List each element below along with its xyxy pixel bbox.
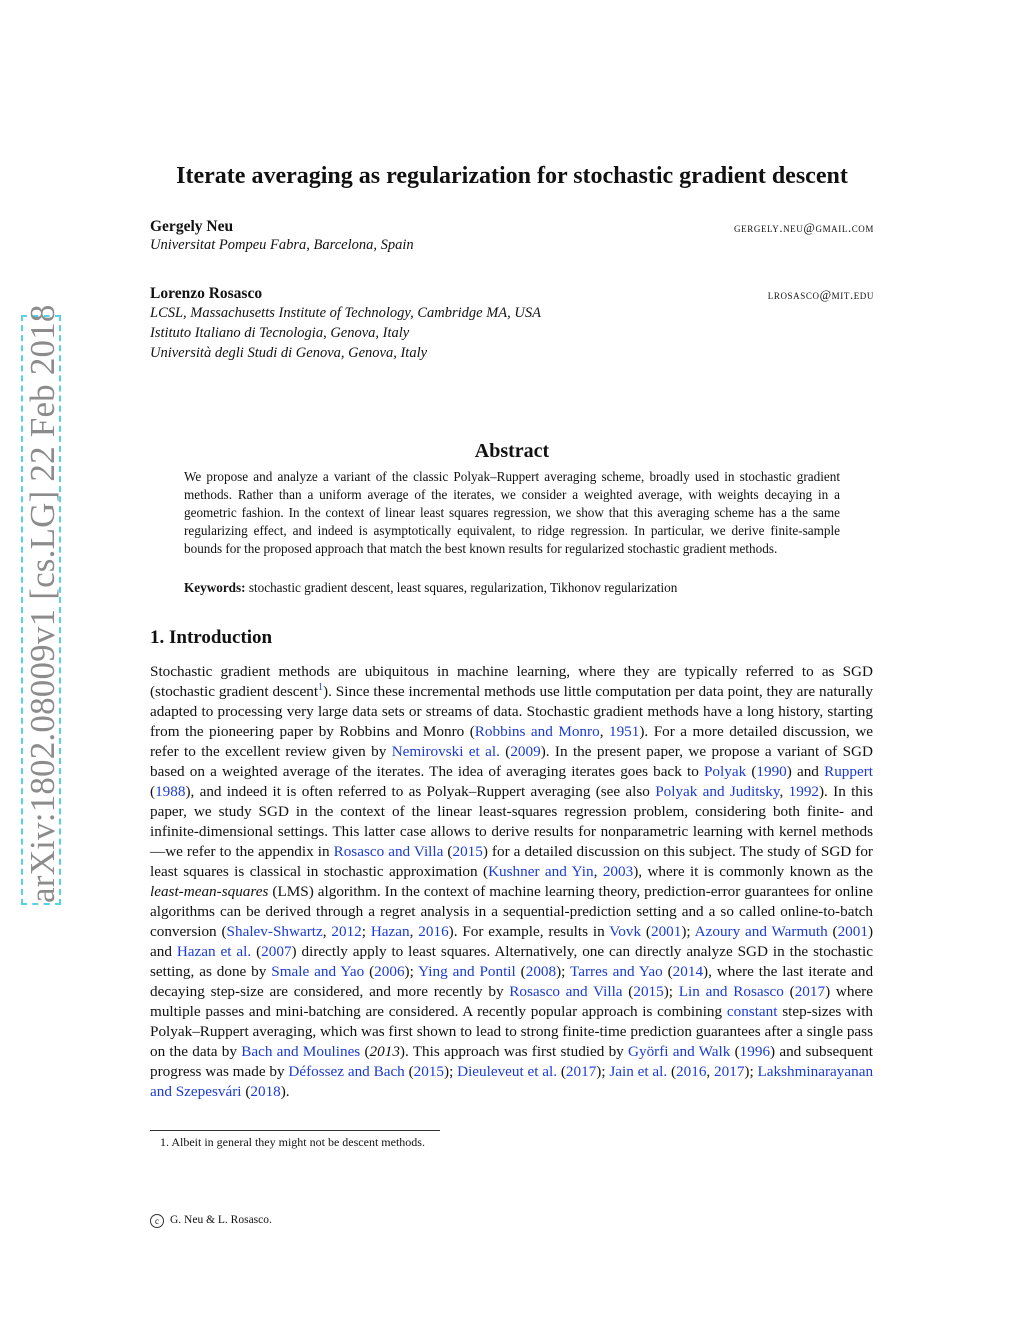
text-run: ). In the present paper, we propose a variant of SGD based on a weighted average of the iterates. The idea of averaging iterates goes back to	[150, 743, 873, 780]
emphasis-text: 2013	[369, 1043, 400, 1060]
keywords-line	[184, 579, 840, 597]
text-run: ,	[593, 863, 603, 880]
text-run: (	[364, 963, 375, 980]
copyright-icon: c	[150, 1214, 164, 1228]
citation-link[interactable]: Azoury and Warmuth	[694, 923, 828, 940]
citation-year-link[interactable]: 2007	[261, 943, 292, 960]
citation-link[interactable]: Rosasco and Villa	[509, 983, 623, 1000]
text-run: (	[641, 923, 651, 940]
text-run: (	[360, 1043, 370, 1060]
citation-year-link[interactable]: 2015	[452, 843, 483, 860]
text-run: (LMS) algorithm. In the context of machine learning theory, prediction-error guarantees for online algorithms can be derived through a regret analysis in a sequential-prediction setting and a so called online-to-batch conversion (	[150, 883, 873, 940]
citation-year-link[interactable]: 2001	[650, 923, 682, 940]
arxiv-identifier-stamp: arXiv:1802.08009v1 [cs.LG] 22 Feb 2018	[23, 304, 62, 903]
citation-year-link[interactable]: 2016	[418, 923, 449, 940]
author-name-1: Gergely Neu	[150, 218, 234, 235]
keywords-label: Keywords:	[184, 580, 246, 595]
copyright-line	[150, 1214, 272, 1228]
author-affiliation-1: Universitat Pompeu Fabra, Barcelona, Spain	[150, 237, 414, 253]
author-affiliation-2a: LCSL, Massachusetts Institute of Technology, Cambridge MA, USA	[150, 305, 541, 321]
text-run: ). This approach was first studied by	[399, 1043, 629, 1060]
text-run: );	[744, 1063, 758, 1080]
text-run: ) where multiple passes and mini-batching are considered. A recently popular approach is combining	[150, 983, 873, 1020]
citation-year-link[interactable]: Lakshminarayanan and Szepesvári	[150, 1063, 874, 1100]
text-run: (	[557, 1063, 566, 1080]
text-run: (	[150, 783, 156, 800]
text-run: (	[827, 923, 838, 940]
citation-year-link[interactable]: 2006	[374, 963, 405, 980]
text-run: (	[662, 963, 673, 980]
text-run: ,	[322, 923, 332, 940]
citation-year-link[interactable]: 2009	[510, 743, 541, 760]
text-run: Stochastic gradient methods are ubiquitous in machine learning, where they are typically referred to as SGD (stochastic gradient descent	[150, 663, 873, 700]
text-run: (	[730, 1043, 740, 1060]
text-run: ) for a detailed discussion on this subject. The study of SGD for least squares is classical in stochastic approximation (	[150, 843, 873, 880]
text-run: ,	[599, 723, 609, 740]
author-affiliation-2b: Istituto Italiano di Tecnologia, Genova, Italy	[150, 325, 410, 341]
citation-year-link[interactable]: 2015	[633, 983, 664, 1000]
citation-year-link[interactable]: 2003	[602, 863, 634, 880]
text-run: ), and indeed it is often referred to as Polyak–Ruppert averaging (see also	[185, 783, 656, 800]
citation-year-link[interactable]: 2018	[250, 1083, 281, 1100]
citation-link[interactable]: Défossez and Bach	[288, 1063, 405, 1080]
citation-link[interactable]: Shalev-Shwartz	[226, 923, 323, 940]
paper-title: Iterate averaging as regularization for stochastic gradient descent	[176, 163, 848, 189]
copyright-text: G. Neu & L. Rosasco.	[170, 1214, 272, 1226]
text-run: (	[667, 1063, 677, 1080]
citation-link[interactable]: Polyak and Juditsky	[655, 783, 780, 800]
text-run: ). Since these incremental methods use little computation per data point, they are naturally adapted to processing very large data sets or streams of data. Stochastic gradient methods have a long history, starting from the pioneering paper by Robbins and Monro (	[150, 683, 874, 740]
text-run: step-sizes with Polyak–Ruppert averaging, which was first shown to lead to strong finite-time prediction guarantees after a single pass on the data by	[150, 1003, 874, 1060]
citation-link[interactable]: Jain et al.	[609, 1063, 668, 1080]
citation-year-link[interactable]: 2008	[525, 963, 557, 980]
citation-link[interactable]: Ruppert	[824, 763, 873, 780]
text-run: ) and	[150, 923, 874, 960]
text-run: (	[443, 843, 453, 860]
citation-year-link[interactable]: 2001	[837, 923, 868, 940]
text-run: (	[499, 743, 511, 760]
citation-link[interactable]: Tarres and Yao	[570, 963, 663, 980]
author-name-2: Lorenzo Rosasco	[150, 285, 263, 302]
citation-year-link[interactable]: 2015	[413, 1063, 445, 1080]
author-email-1[interactable]: gergely.neu@gmail.com	[734, 221, 874, 235]
citation-link[interactable]: constant	[726, 1003, 778, 1020]
abstract-text: We propose and analyze a variant of the classic Polyak–Ruppert averaging scheme, broadly used in stochastic gradient methods. Rather than a uniform average of the iterates, we consider a weighted average, with weights decaying in a geometric fashion. In the context of linear least squares regression, we show that this averaging scheme has a the same regularizing effect, and indeed is asymptotically equivalent, to ridge regression. In particular, we derive finite-sample bounds for the proposed approach that match the best known results for regularized stochastic gradient methods.	[184, 469, 840, 556]
citation-link[interactable]: 2017	[714, 1063, 745, 1080]
text-run: (	[515, 963, 526, 980]
citation-year-link[interactable]: 2017	[794, 983, 826, 1000]
citation-link[interactable]: Rosasco and Villa	[333, 843, 444, 860]
citation-year-link[interactable]: 1996	[739, 1043, 771, 1060]
introduction-paragraph	[150, 662, 873, 1102]
citation-link[interactable]: Polyak	[703, 763, 747, 780]
citation-link[interactable]: Robbins and Monro	[474, 723, 600, 740]
footnote-marker[interactable]: 1	[318, 681, 324, 693]
citation-link[interactable]: Lin and Rosasco	[678, 983, 784, 1000]
text-run: );	[596, 1063, 610, 1080]
citation-year-link[interactable]: 1988	[155, 783, 186, 800]
text-run: );	[444, 1063, 458, 1080]
citation-link[interactable]: Nemirovski et al.	[391, 743, 500, 760]
text-run: ). For a more detailed discussion, we refer to the excellent review given by	[150, 723, 874, 760]
citation-year-link[interactable]: Bach and Moulines	[241, 1043, 361, 1060]
citation-year-link[interactable]: 2017	[565, 1063, 597, 1080]
text-run: ;	[361, 923, 371, 940]
text-run: (	[783, 983, 795, 1000]
author-email-2[interactable]: lrosasco@mit.edu	[767, 288, 874, 302]
footnote-divider	[150, 1130, 440, 1131]
citation-link[interactable]: Smale and Yao	[271, 963, 365, 980]
author-affiliation-2c: Università degli Studi di Genova, Genova, Italy	[150, 345, 428, 361]
section-heading-introduction: 1. Introduction	[150, 627, 273, 648]
text-run: );	[681, 923, 695, 940]
text-run: (	[251, 943, 262, 960]
citation-year-link[interactable]: 2012	[331, 923, 362, 940]
emphasis-text: least-mean-squares	[150, 883, 269, 900]
text-run: (	[622, 983, 634, 1000]
text-run: );	[404, 963, 419, 980]
citation-link[interactable]: Vovk	[609, 923, 642, 940]
citation-year-link[interactable]: 1990	[756, 763, 787, 780]
text-run: ).	[280, 1083, 290, 1100]
text-run: ) and	[786, 763, 825, 780]
text-run: );	[663, 983, 679, 1000]
citation-link[interactable]: Györfi and Walk	[628, 1043, 731, 1060]
text-run: ,	[779, 783, 789, 800]
citation-year-link[interactable]: 1992	[788, 783, 819, 800]
text-run: ), where it is commonly known as the	[633, 863, 874, 880]
text-run: ) and subsequent progress was made by	[150, 1043, 874, 1080]
text-run: );	[556, 963, 571, 980]
citation-year-link[interactable]: 1951	[608, 723, 640, 740]
text-run: (	[746, 763, 757, 780]
footnote-text: 1. Albeit in general they might not be descent methods.	[160, 1135, 425, 1149]
text-run: ,	[706, 1063, 715, 1080]
abstract-heading: Abstract	[474, 440, 550, 462]
text-run: ). For example, results in	[448, 923, 610, 940]
citation-year-link[interactable]: 2014	[672, 963, 704, 980]
citation-link[interactable]: Kushner and Yin	[488, 863, 594, 880]
text-run: (	[241, 1083, 251, 1100]
text-run: (	[404, 1063, 414, 1080]
citation-link[interactable]: Hazan et al.	[176, 943, 252, 960]
citation-link[interactable]: Ying and Pontil	[418, 963, 516, 980]
citation-link[interactable]: Hazan	[370, 923, 410, 940]
text-run: ). In this paper, we study SGD in the context of the linear least-squares regression problem, considering both finite- and infinite-dimensional settings. This latter case allows to derive results for nonparametric learning with kernel methods—we refer to the appendix in	[150, 783, 874, 860]
keywords-list: stochastic gradient descent, least squares, regularization, Tikhonov regularization	[248, 580, 678, 595]
text-run: ,	[409, 923, 419, 940]
citation-link[interactable]: Dieuleveut et al.	[457, 1063, 558, 1080]
text-run: ) directly apply to least squares. Alternatively, one can directly analyze SGD in the stochastic setting, as done by	[150, 943, 873, 980]
citation-year-link[interactable]: 2016	[676, 1063, 707, 1080]
text-run: ), where the last iterate and decaying step-size are considered, and more recently by	[150, 963, 874, 1000]
